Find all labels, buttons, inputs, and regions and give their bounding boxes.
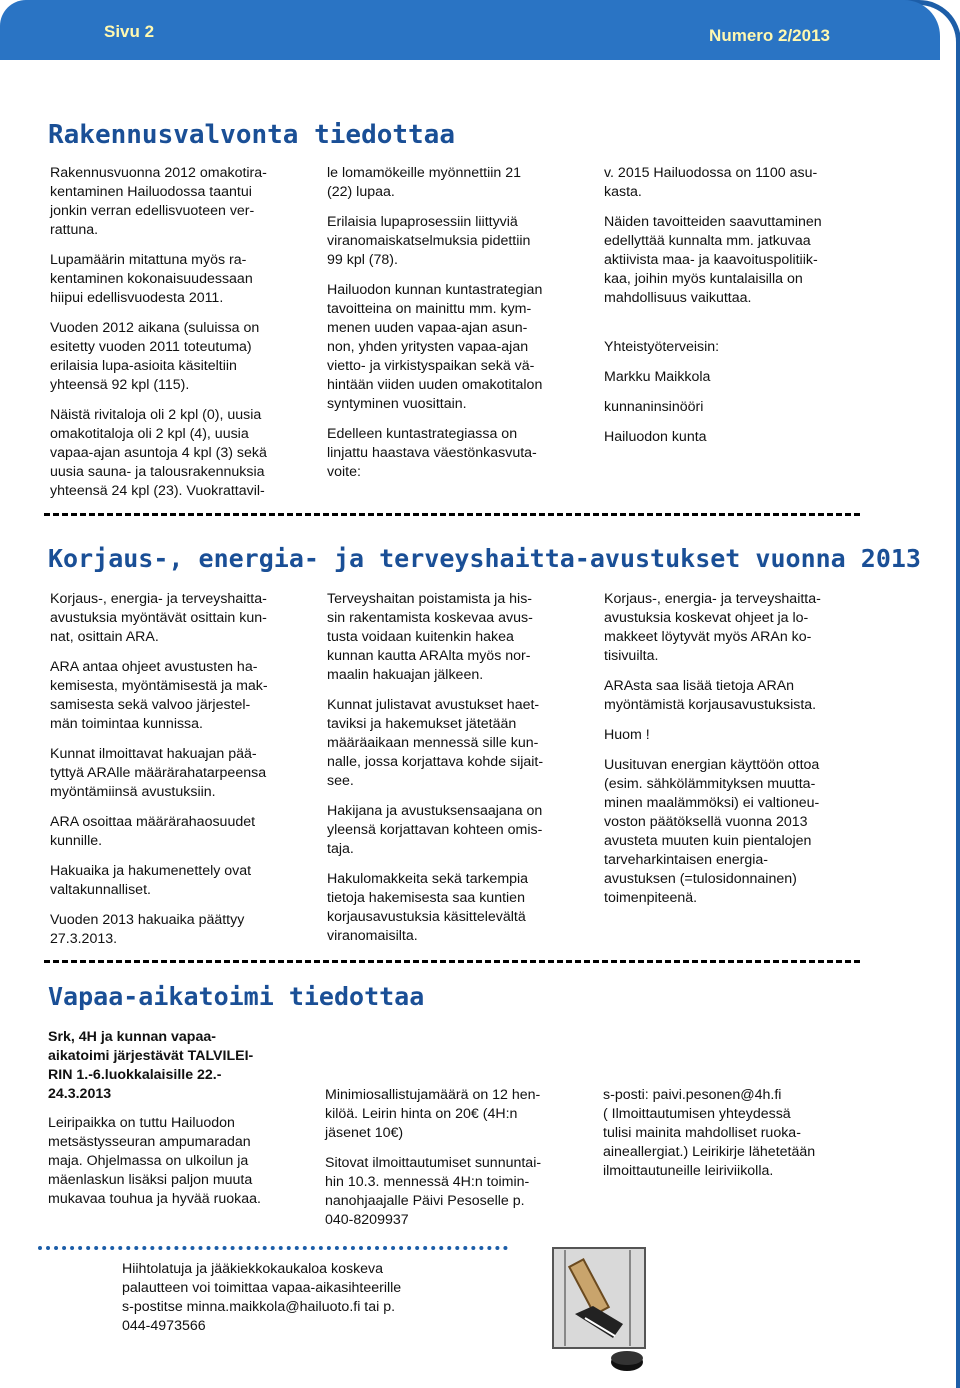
section-divider [44,960,860,963]
paragraph: Vuoden 2012 aikana (suluissa on esitetty vuoden 2011 toteutuma) erilaisia lupa-asioita käsiteltiin yhteensä 92 kpl (115). [50,320,260,393]
section3-column-1 [48,1028,308,1220]
section2-column-1 [50,590,320,960]
paragraph: ARA osoittaa määrärahaosuudet kunnille. [50,814,256,849]
paragraph: Kunnat ilmoittavat hakuajan pää- tyttyä ARAlle määrärahatarpeensa myöntämiinsä avustuksiin. [50,746,267,800]
paragraph: Korjaus-, energia- ja terveyshaitta- avustuksia myöntävät osittain kun- nat, osittain ARA. [50,591,267,645]
paragraph: Uusituvan energian käyttöön ottoa (esim. sähkölämmityksen muutta- minen maalämmöksi) ei valtioneu- voston päätöksellä vuonna 2013 avusteta muuten kuin pientalojen tarveharkintaisen energia- avustuksen (=tulosidonnainen) toimenpiteenä. [604,757,820,906]
section2-column-2 [327,590,589,957]
paragraph: Lupamäärin mitattuna myös ra- kentaminen kokonaisuudessaan hiipui edellisvuodesta 2011. [50,252,253,306]
section1-column-3 [604,164,874,458]
section-title-rakennusvalvonta: Rakennusvalvonta tiedottaa [48,120,455,150]
paragraph: Vuoden 2013 hakuaika päättyy 27.3.2013. [50,912,245,947]
paragraph: Korjaus-, energia- ja terveyshaitta- avustuksia koskevat ohjeet ja lo- makkeet löytyvät myös ARAn ko- tisivuilta. [604,591,821,664]
paragraph: Hakijana ja avustuksensaajana on yleensä korjattavan kohteen omis- taja. [327,803,543,857]
paragraph: Näiden tavoitteiden saavuttaminen edellyttää kunnalta mm. jatkuvaa aktiivista maa- ja kaavoituspolitiik- kaa, joihin myös kuntalaisilla on mahdollisuus vaikuttaa. [604,214,822,306]
issue-number: Numero 2/2013 [709,26,830,45]
paragraph: Minimiosallistujamäärä on 12 hen- kilöä. Leirin hinta on 20€ (4H:n jäsenet 10€) [325,1087,541,1141]
section1-column-2 [327,164,589,493]
paragraph: s-posti: paivi.pesonen@4h.fi ( Ilmoittautumisen yhteydessä tulisi mainita mahdolliset ruoka- aineallergiat.) Leirikirje lähetetään ilmoittautuneille leiriviikolla. [603,1087,816,1179]
paragraph: Leiripaikka on tuttu Hailuodon metsästysseuran ampumaradan maja. Ohjelmassa on ulkoilun ja mäenlaskun lisäksi paljon muuta mukavaa touhua ja hyvää ruokaa. [48,1115,261,1207]
section2-column-3 [604,590,874,919]
paragraph: le lomamökeille myönnettiin 21 (22) lupaa. [327,165,521,200]
paragraph: Hakulomakkeita sekä tarkempia tietoja hakemisesta saa kuntien korjausavustuksia käsittelevältä viranomaisilta. [327,871,529,944]
paragraph: Kunnat julistavat avustukset haet- taviksi ja hakemukset jätetään määräaikaan mennessä sille kun- nalle, jossa korjattava kohde sijait- see. [327,697,544,789]
paragraph: Huom ! [604,727,650,743]
section3-column-3 [603,1086,873,1192]
paragraph: ARA antaa ohjeet avustusten ha- kemisesta, myöntämisestä ja mak- samisesta sekä valvoo järjestel- män toimintaa kunnissa. [50,659,268,732]
paragraph: Rakennusvuonna 2012 omakotira- kentaminen Hailuodossa taantui jonkin verran edellisvuoteen ver- rattuna. [50,165,267,238]
signature-org: Hailuodon kunta [604,429,707,445]
footer-note [122,1260,522,1347]
signature-title: kunnaninsinööri [604,399,704,415]
paragraph: Näistä rivitaloja oli 2 kpl (0), uusia omakotitaloja oli 2 kpl (4), uusia vapaa-ajan asuntoja 4 kpl (3) sekä uusia sauna- ja talousrakennuksia yhteensä 24 kpl (23). Vuokrattavil- [50,407,267,499]
footer-text: Hiihtolatuja ja jääkiekkokaukaloa koskeva palautteen voi toimittaa vapaa-aikasihteerille s-postitse minna.maikkola@hailuoto.fi tai p. 044-4973566 [122,1261,402,1334]
paragraph: v. 2015 Hailuodossa on 1100 asu- kasta. [604,165,818,200]
paragraph: Hailuodon kunnan kuntastrategian tavoitteina on mainittu mm. kym- menen uuden vapaa-ajan asun- non, yhden yritysten vapaa-ajan vietto- ja virkistyspaikan sekä vä- hintään viiden uuden omakotitalon syntyminen vuosittain. [327,282,543,412]
page-number: Sivu 2 [104,22,155,41]
paragraph: Erilaisia lupaprosessiin liittyviä viranomaiskatselmuksia pidettiin 99 kpl (78). [327,214,531,268]
section1-column-1 [50,164,320,512]
section-title-avustukset: Korjaus-, energia- ja terveyshaitta-avustukset vuonna 2013 [48,544,921,573]
paragraph: Terveyshaitan poistamista ja his- sin rakentamista koskevaa avus- tusta voidaan kuitenkin hakea kunnan kautta ARAlta myös nor- maalin hakuajan jälkeen. [327,591,533,683]
paragraph: Edelleen kuntastrategiassa on linjattu haastava väestönkasvuta- voite: [327,426,537,480]
lead-text: Srk, 4H ja kunnan vapaa- aikatoimi järjestävät TALVILEI- RIN 1.-6.luokkalaisille 22.- 24.3.2013 [48,1029,254,1102]
signature-greeting: Yhteistyöterveisin: [604,339,720,355]
section-title-vapaa-aikatoimi: Vapaa-aikatoimi tiedottaa [48,982,425,1011]
dotted-divider [38,1246,508,1250]
header-bar [0,0,940,60]
signature-name: Markku Maikkola [604,369,711,385]
paragraph: Sitovat ilmoittautumiset sunnuntai- hin 10.3. mennessä 4H:n toimin- nanohjaajalle Päivi Pesoselle p. 040-8209937 [325,1155,542,1228]
paragraph: ARAsta saa lisää tietoja ARAn myöntämistä korjausavustuksista. [604,678,817,713]
paragraph: Hakuaika ja hakumenettely ovat valtakunnalliset. [50,863,252,898]
section-divider [44,513,860,516]
section3-column-2 [325,1086,587,1241]
hockey-stick-puck-icon [535,1240,655,1380]
